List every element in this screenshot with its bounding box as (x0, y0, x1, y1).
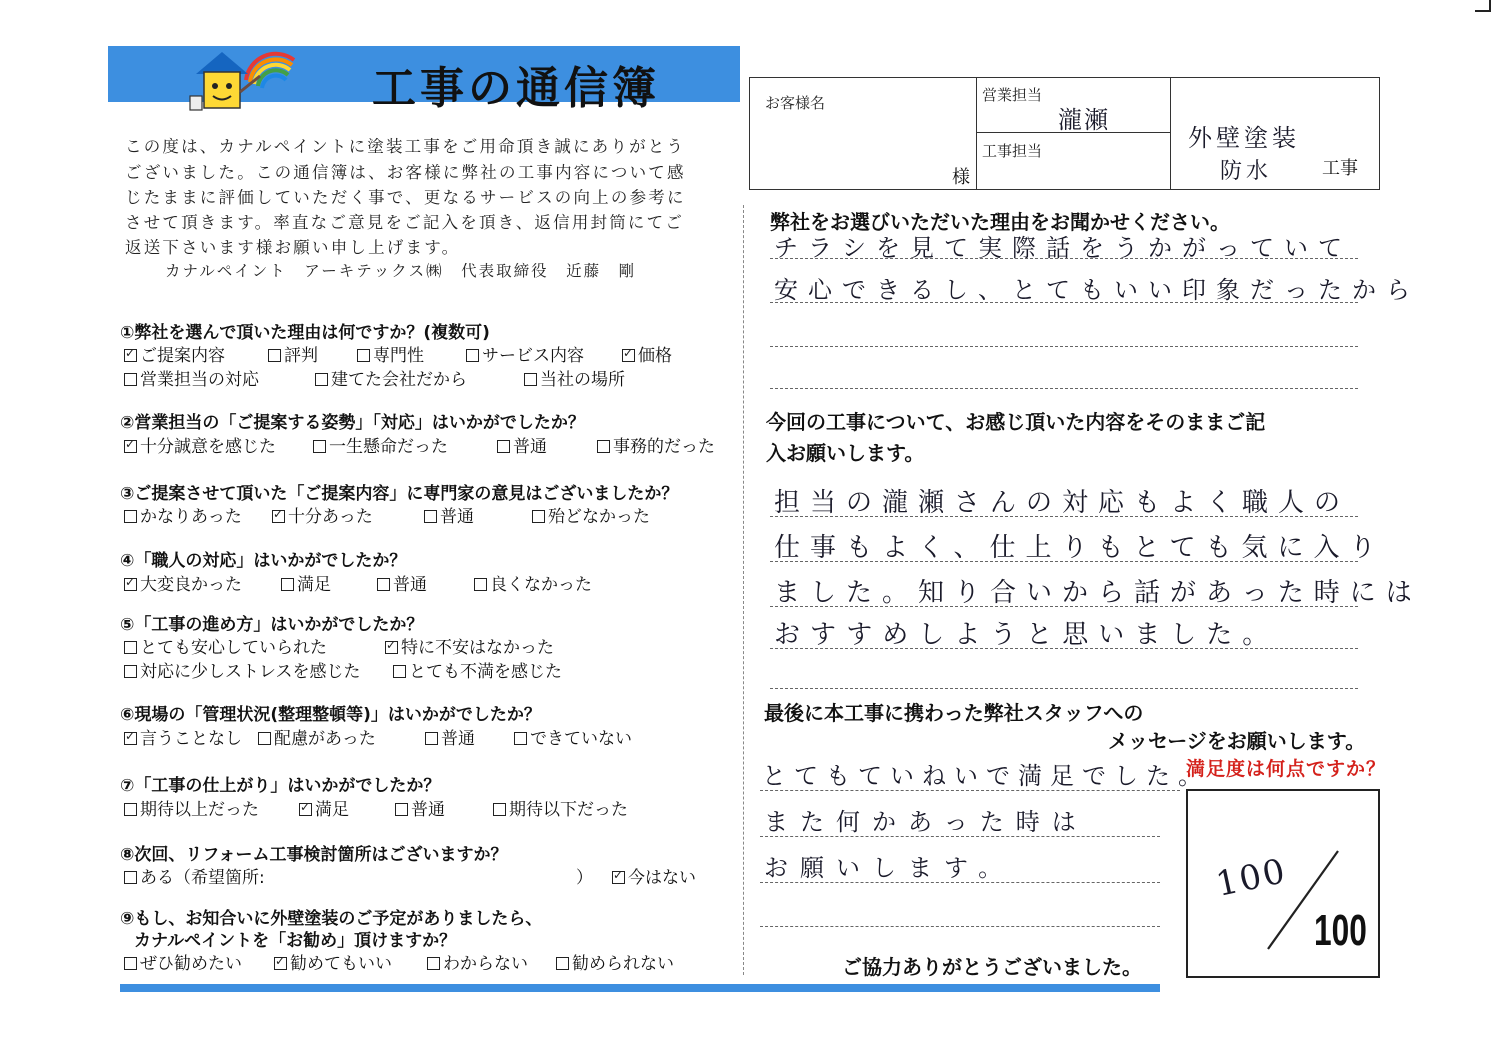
answer-line (770, 346, 1358, 347)
answer-line (770, 302, 1358, 303)
handwritten-answer: また何かあった時は (764, 808, 1088, 836)
option-label: できていない (530, 729, 632, 749)
checkbox-icon[interactable] (124, 373, 137, 386)
checkbox-icon[interactable] (124, 803, 137, 816)
question-title: ⑨もし、お知合いに外壁塗装のご予定がありましたら、 (120, 909, 543, 929)
checkbox-option[interactable] (268, 341, 318, 366)
option-label: 評判 (284, 346, 318, 366)
box-divider (976, 77, 977, 189)
checkbox-icon[interactable] (474, 578, 487, 591)
option-label: 価格 (638, 346, 672, 366)
option-label: 普通 (393, 575, 427, 595)
option-label: 勧められない (572, 954, 674, 974)
question-title: ③ご提案させて頂いた「ご提案内容」に専門家の意見はございましたか？ (120, 484, 679, 504)
checkbox-option[interactable] (272, 502, 373, 527)
checkbox-icon[interactable] (532, 510, 545, 523)
checkbox-icon[interactable] (124, 665, 137, 678)
checkbox-option[interactable] (385, 633, 554, 658)
checkbox-option[interactable] (124, 657, 361, 682)
box-divider (1170, 77, 1171, 189)
option-label: かなりあった (140, 507, 242, 527)
option-label: ある（希望箇所: (140, 868, 265, 888)
checkbox-icon[interactable] (124, 732, 137, 745)
checkbox-icon[interactable] (281, 578, 294, 591)
option-label: 当社の場所 (540, 370, 625, 390)
impression-section-title: 入お願いします。 (766, 441, 925, 465)
checkbox-option[interactable] (377, 570, 427, 595)
customer-name-label: お客様名 (765, 94, 826, 112)
checkbox-icon[interactable] (427, 957, 440, 970)
option-label: 今はない (628, 868, 696, 888)
checkbox-option[interactable] (124, 365, 259, 390)
checkbox-option[interactable] (493, 795, 628, 820)
intro-line: させて頂きます。率直なご意見をご記入を頂き、返信用封筒にてご (125, 213, 685, 232)
checkbox-icon[interactable] (393, 665, 406, 678)
answer-line (770, 561, 1358, 562)
checkbox-icon[interactable] (124, 578, 137, 591)
score-title: 満足度は何点ですか？ (1186, 758, 1387, 780)
option-label: 満足 (297, 575, 331, 595)
sales-label: 営業担当 (982, 86, 1043, 104)
checkbox-icon[interactable] (124, 349, 137, 362)
checkbox-option[interactable] (124, 570, 242, 595)
construction-label: 工事担当 (982, 142, 1043, 160)
option-label: 言うことなし (140, 729, 242, 749)
checkbox-option[interactable] (532, 502, 650, 527)
answer-line (770, 516, 1358, 517)
option-label: 普通 (441, 729, 475, 749)
option-label: 勧めてもいい (290, 954, 392, 974)
checkbox-option[interactable] (497, 432, 547, 457)
work-suffix-label: 工事 (1322, 158, 1358, 179)
answer-line (770, 258, 1358, 259)
checkbox-option[interactable] (258, 724, 376, 749)
option-label: 満足 (315, 800, 349, 820)
checkbox-icon[interactable] (268, 349, 281, 362)
option-label: ご提案内容 (140, 346, 225, 366)
intro-line: じたままに評価していただく事で、更なるサービスの向上の参考に (125, 188, 686, 207)
option-label: 営業担当の対応 (140, 370, 259, 390)
checkbox-option[interactable] (299, 795, 349, 820)
checkbox-icon[interactable] (514, 732, 527, 745)
checkbox-icon[interactable] (315, 373, 328, 386)
handwritten-answer: ました。知り合いから話があった時には (774, 578, 1422, 608)
checkbox-icon[interactable] (124, 440, 137, 453)
checkbox-option[interactable] (124, 795, 259, 820)
checkbox-icon[interactable] (124, 957, 137, 970)
checkbox-option[interactable] (597, 432, 715, 457)
checkbox-option[interactable] (466, 341, 584, 366)
checkbox-option[interactable] (474, 570, 592, 595)
option-label: 特に不安はなかった (401, 638, 554, 658)
checkbox-option[interactable] (124, 341, 225, 366)
option-label: 期待以上だった (140, 800, 259, 820)
checkbox-icon[interactable] (524, 373, 537, 386)
work-type-value: 外壁塗装 (1188, 124, 1300, 152)
checkbox-option[interactable] (395, 795, 445, 820)
checkbox-icon[interactable] (299, 803, 312, 816)
checkbox-option[interactable] (514, 724, 632, 749)
checkbox-option[interactable] (124, 633, 327, 658)
option-label: 期待以下だった (509, 800, 628, 820)
option-label: 十分誠意を感じた (140, 437, 276, 457)
option-label: 事務的だった (613, 437, 715, 457)
checkbox-option[interactable] (424, 502, 474, 527)
checkbox-icon[interactable] (425, 732, 438, 745)
answer-line (760, 926, 1160, 927)
sama-label: 様 (952, 167, 970, 188)
signature: カナルペイント アーキテックス㈱ 代表取締役 近藤 剛 (165, 262, 637, 280)
score-max: 100 (1314, 906, 1367, 955)
checkbox-icon[interactable] (258, 732, 271, 745)
checkbox-icon[interactable] (622, 349, 635, 362)
intro-line: この度は、カナルペイントに塗装工事をご用命頂き誠にありがとう (125, 137, 686, 156)
option-label: 建てた会社だから (331, 370, 467, 390)
answer-line (770, 388, 1358, 389)
option-label: 対応に少しストレスを感じた (140, 662, 361, 682)
checkbox-icon[interactable] (497, 440, 510, 453)
checkbox-option[interactable] (124, 432, 276, 457)
checkbox-option[interactable] (357, 341, 424, 366)
message-section-title: 最後に本工事に携わった弊社スタッフへの (764, 701, 1144, 725)
checkbox-icon[interactable] (597, 440, 610, 453)
mascot-logo-icon (176, 40, 296, 120)
checkbox-icon[interactable] (395, 803, 408, 816)
score-value: 100 (1212, 851, 1291, 905)
question-title: ④「職人の対応」はいかがでしたか？ (120, 551, 407, 571)
question-title: ②営業担当の「ご提案する姿勢」「対応」はいかがでしたか？ (120, 413, 585, 433)
checkbox-option[interactable] (274, 949, 392, 974)
answer-line (770, 688, 1358, 689)
option-label: 普通 (411, 800, 445, 820)
question-title: ⑤「工事の進め方」はいかがでしたか？ (120, 615, 424, 635)
question-title: ⑧次回、リフォーム工事検討箇所はございますか？ (120, 845, 508, 865)
checkbox-option[interactable] (124, 502, 242, 527)
checkbox-option[interactable] (622, 341, 672, 366)
option-label: 十分あった (288, 507, 373, 527)
checkbox-icon[interactable] (313, 440, 326, 453)
checkbox-option[interactable] (393, 657, 562, 682)
answer-line (760, 882, 1160, 883)
checkbox-icon[interactable] (493, 803, 506, 816)
checkbox-option[interactable] (124, 724, 242, 749)
intro-line: ございました。この通信簿は、お客様に弊社の工事内容について感 (125, 163, 686, 182)
checkbox-icon[interactable] (385, 641, 398, 654)
option-label: 配慮があった (274, 729, 376, 749)
answer-line (760, 790, 1180, 791)
checkbox-option[interactable] (427, 949, 528, 974)
handwritten-answer: 仕事もよく、仕上りもとても気に入り (774, 533, 1386, 563)
option-label: わからない (443, 954, 528, 974)
sales-value: 瀧瀬 (1058, 106, 1110, 134)
question-title: ⑥現場の「管理状況(整理整頓等)」はいかがでしたか？ (120, 705, 541, 725)
option-label: 一生懸命だった (329, 437, 448, 457)
answer-line (760, 836, 1160, 837)
checkbox-option[interactable] (124, 949, 242, 974)
answer-line (770, 606, 1358, 607)
option-label: 殆どなかった (548, 507, 650, 527)
question-title: ⑦「工事の仕上がり」はいかがでしたか？ (120, 776, 441, 796)
checkbox-icon[interactable] (612, 871, 625, 884)
handwritten-answer: 安心できるし、とてもいい印象だったから (774, 276, 1420, 304)
checkbox-icon[interactable] (377, 578, 390, 591)
option-label: ぜひ勧めたい (140, 954, 242, 974)
column-divider (743, 205, 744, 975)
work-type-value: 防水 (1220, 159, 1273, 184)
handwritten-answer: とてもていねいで満足でした。 (762, 762, 1210, 790)
checkbox-icon[interactable] (556, 957, 569, 970)
reason-section-title: 弊社をお選びいただいた理由をお聞かせください。 (770, 210, 1230, 234)
option-label: 専門性 (373, 346, 424, 366)
checkbox-icon[interactable] (124, 510, 137, 523)
checkbox-option[interactable] (124, 863, 265, 888)
option-label: サービス内容 (482, 346, 584, 366)
handwritten-answer: チラシを見て実際話をうかがっていて (774, 234, 1352, 262)
option-label: とても安心していられた (140, 638, 327, 658)
question-title: カナルペイントを「お勧め」頂けますか？ (134, 931, 457, 951)
checkbox-icon[interactable] (272, 510, 285, 523)
handwritten-answer: お願いします。 (764, 854, 1015, 882)
handwritten-answer: おすすめしようと思いました。 (774, 620, 1279, 650)
checkbox-icon[interactable] (274, 957, 287, 970)
checkbox-option[interactable] (281, 570, 331, 595)
question-title: ①弊社を選んで頂いた理由は何ですか？(複数可) (120, 323, 490, 343)
page-title: 工事の通信簿 (372, 63, 660, 114)
impression-section-title: 今回の工事について、お感じ頂いた内容をそのままご記 (766, 410, 1266, 434)
checkbox-option[interactable] (425, 724, 475, 749)
handwritten-answer: 担当の瀧瀬さんの対応もよく職人の (774, 488, 1351, 518)
checkbox-icon[interactable] (466, 349, 479, 362)
checkbox-option[interactable] (556, 949, 674, 974)
thanks-message: ご協力ありがとうございました。 (842, 955, 1142, 979)
option-label: 良くなかった (490, 575, 592, 595)
message-section-title: メッセージをお願いします。 (1108, 729, 1366, 753)
checkbox-icon[interactable] (124, 871, 137, 884)
checkbox-icon[interactable] (124, 641, 137, 654)
checkbox-option[interactable] (315, 365, 467, 390)
answer-line (770, 648, 1358, 649)
checkbox-option[interactable] (313, 432, 448, 457)
option-label: 大変良かった (140, 575, 242, 595)
option-label: とても不満を感じた (409, 662, 562, 682)
checkbox-option[interactable] (612, 863, 696, 888)
checkbox-option[interactable] (524, 365, 625, 390)
intro-line: 返送下さいます様お願い申し上げます。 (125, 238, 461, 257)
corner-mark (1475, 0, 1491, 12)
option-label: ） (576, 868, 593, 888)
checkbox-icon[interactable] (357, 349, 370, 362)
option-label: 普通 (440, 507, 474, 527)
bottom-bar (120, 984, 1160, 992)
option-label: 普通 (513, 437, 547, 457)
checkbox-icon[interactable] (424, 510, 437, 523)
